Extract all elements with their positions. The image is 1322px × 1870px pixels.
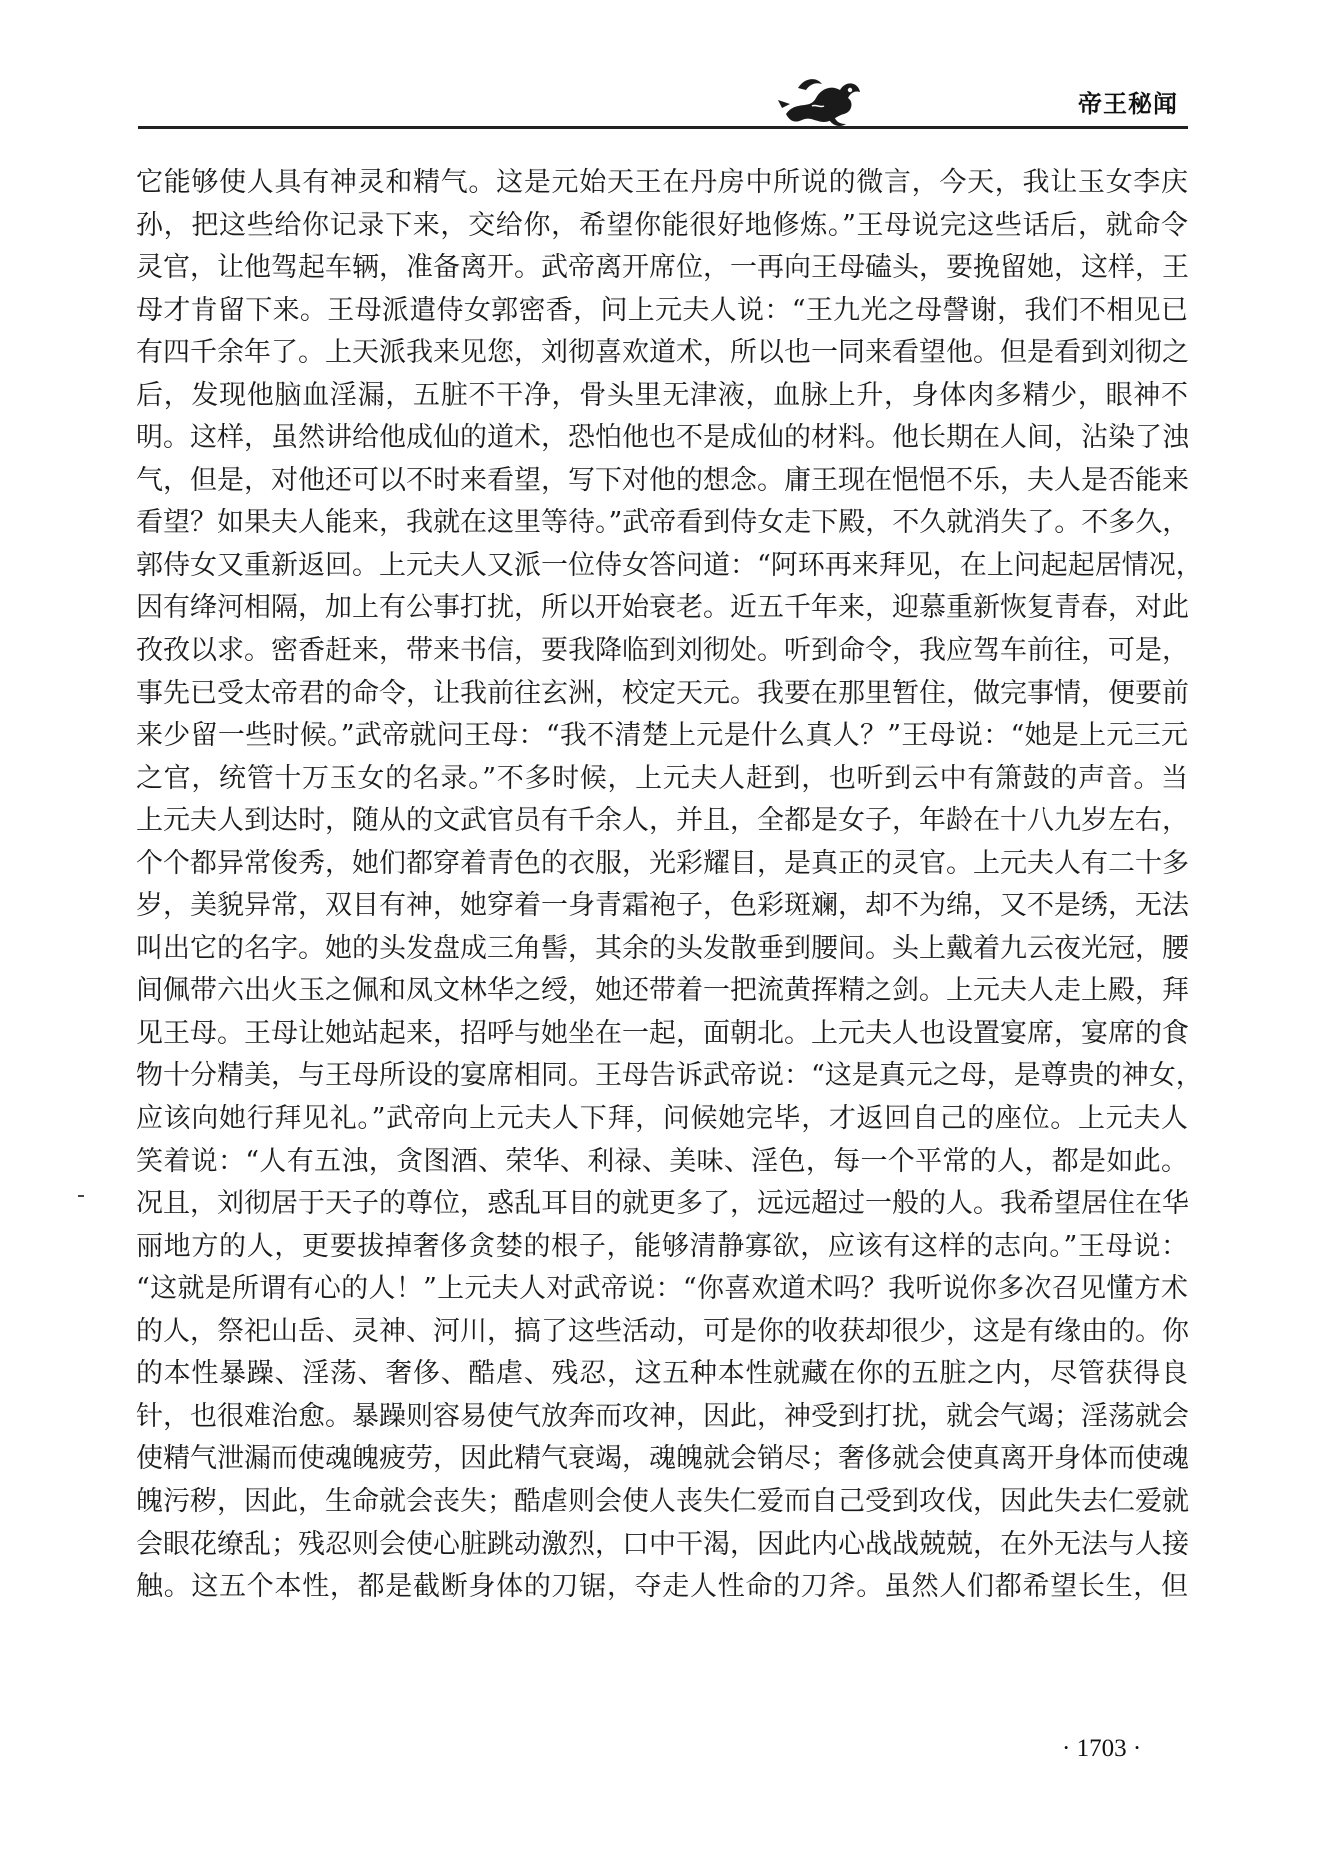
- text-line: 看望？如果夫人能来，我就在这里等待。”武帝看到侍女走下殿，不久就消失了。不多久，: [136, 507, 1190, 539]
- header-divider: [138, 126, 1188, 129]
- text-line: 孙，把这些给你记录下来，交给你，希望你能很好地修炼。”王母说完这些话后，就命令: [136, 209, 1188, 241]
- text-line: 魄污秽，因此，生命就会丧失；酷虐则会使人丧失仁爱而自己受到攻伐，因此失去仁爱就: [136, 1485, 1189, 1517]
- text-line: 物十分精美，与王母所设的宴席相同。王母告诉武帝说：“这是真元之母，是尊贵的神女，: [136, 1060, 1203, 1092]
- text-line: 之官，统管十万玉女的名录。”不多时候，上元夫人赶到，也听到云中有箫鼓的声音。当: [136, 762, 1188, 794]
- text-line: 会眼花缭乱；残忍则会使心脏跳动激烈，口中干渴，因此内心战战兢兢，在外无法与人接: [136, 1528, 1189, 1560]
- text-line: 有四千余年了。上天派我来见您，刘彻喜欢道术，所以也一同来看望他。但是看到刘彻之: [136, 337, 1189, 369]
- text-line: 它能够使人具有神灵和精气。这是元始天王在丹房中所说的微言，今天，我让玉女李庆: [136, 167, 1188, 198]
- running-header: [138, 64, 1188, 134]
- text-line: 明。这样，虽然讲给他成仙的道术，恐怕他也不是成仙的材料。他长期在人间，沾染了浊: [136, 422, 1189, 454]
- text-line: 来少留一些时候。”武帝就问王母：“我不清楚上元是什么真人？”王母说：“她是上元三元: [136, 720, 1188, 752]
- text-line: 丽地方的人，更要拔掉奢侈贪婪的根子，能够清静寡欲，应该有这样的志向。”王母说：: [136, 1230, 1188, 1262]
- running-header-title: 帝王秘闻: [1078, 91, 1178, 118]
- text-line: 母才肯留下来。王母派遣侍女郭密香，问上元夫人说：“王九光之母謦谢，我们不相见已: [136, 294, 1188, 326]
- text-line: 事先已受太帝君的命令，让我前往玄洲，校定天元。我要在那里暂住，做完事情，便要前: [136, 677, 1189, 709]
- text-line: 触。这五个本性，都是截断身体的刀锯，夺走人性命的刀斧。虽然人们都希望长生，但: [136, 1571, 1188, 1603]
- text-line: 笑着说：“人有五浊，贪图酒、荣华、利禄、美味、淫色，每一个平常的人，都是如此。: [136, 1145, 1188, 1177]
- text-line: 的人，祭祀山岳、灵神、河川，搞了这些活动，可是你的收获却很少，这是有缘由的。你: [136, 1315, 1189, 1347]
- text-line: 应该向她行拜见礼。”武帝向上元夫人下拜，问候她完毕，才返回自己的座位。上元夫人: [136, 1103, 1188, 1135]
- text-line: 郭侍女又重新返回。上元夫人又派一位侍女答问道：“阿环再来拜见，在上问起起居情况，: [136, 549, 1203, 581]
- text-line: 上元夫人到达时，随从的文武官员有千余人，并且，全都是女子，年龄在十八九岁左右，: [136, 805, 1189, 837]
- margin-speck: [78, 1195, 84, 1197]
- text-line: 孜孜以求。密香赶来，带来书信，要我降临到刘彻处。听到命令，我应驾车前往，可是，: [136, 635, 1189, 667]
- text-line: 叫出它的名字。她的头发盘成三角髻，其余的头发散垂到腰间。头上戴着九云夜光冠，腰: [136, 932, 1189, 964]
- page-number: · 1703 ·: [1062, 1735, 1142, 1762]
- text-line: 使精气泄漏而使魂魄疲劳，因此精气衰竭，魂魄就会销尽；奢侈就会使真离开身体而使魂: [136, 1443, 1189, 1475]
- text-line: 个个都异常俊秀，她们都穿着青色的衣服，光彩耀目，是真正的灵官。上元夫人有二十多: [136, 847, 1189, 879]
- body-text: [136, 162, 1203, 1609]
- text-line: “这就是所谓有心的人！”上元夫人对武帝说：“你喜欢道术吗？我听说你多次召见懂方术: [136, 1273, 1188, 1305]
- text-line: 气，但是，对他还可以不时来看望，写下对他的想念。庸王现在悒悒不乐，夫人是否能来: [136, 464, 1189, 496]
- text-line: 的本性暴躁、淫荡、奢侈、酷虐、残忍，这五种本性就藏在你的五脏之内，尽管获得良: [136, 1358, 1188, 1390]
- text-line: 灵官，让他驾起车辆，准备离开。武帝离开席位，一再向王母磕头，要挽留她，这样，王: [136, 252, 1189, 284]
- text-line: 间佩带六出火玉之佩和凤文林华之绶，她还带着一把流黄挥精之剑。上元夫人走上殿，拜: [136, 975, 1189, 1007]
- dragon-emblem-icon: [776, 70, 866, 132]
- text-line: 岁，美貌异常，双目有神，她穿着一身青霜袍子，色彩斑斓，却不为绵，又不是绣，无法: [136, 890, 1189, 922]
- text-line: 见王母。王母让她站起来，招呼与她坐在一起，面朝北。上元夫人也设置宴席，宴席的食: [136, 1017, 1189, 1049]
- text-line: 后，发现他脑血淫漏，五脏不干净，骨头里无津液，血脉上升，身体肉多精少，眼神不: [136, 379, 1188, 411]
- text-line: 况且，刘彻居于天子的尊位，惑乱耳目的就更多了，远远超过一般的人。我希望居住在华: [136, 1188, 1189, 1220]
- text-line: 因有绛河相隔，加上有公事打扰，所以开始衰老。近五千年来，迎慕重新恢复青春，对此: [136, 592, 1189, 624]
- text-line: 针，也很难治愈。暴躁则容易使气放奔而攻神，因此，神受到打扰，就会气竭；淫荡就会: [136, 1400, 1189, 1432]
